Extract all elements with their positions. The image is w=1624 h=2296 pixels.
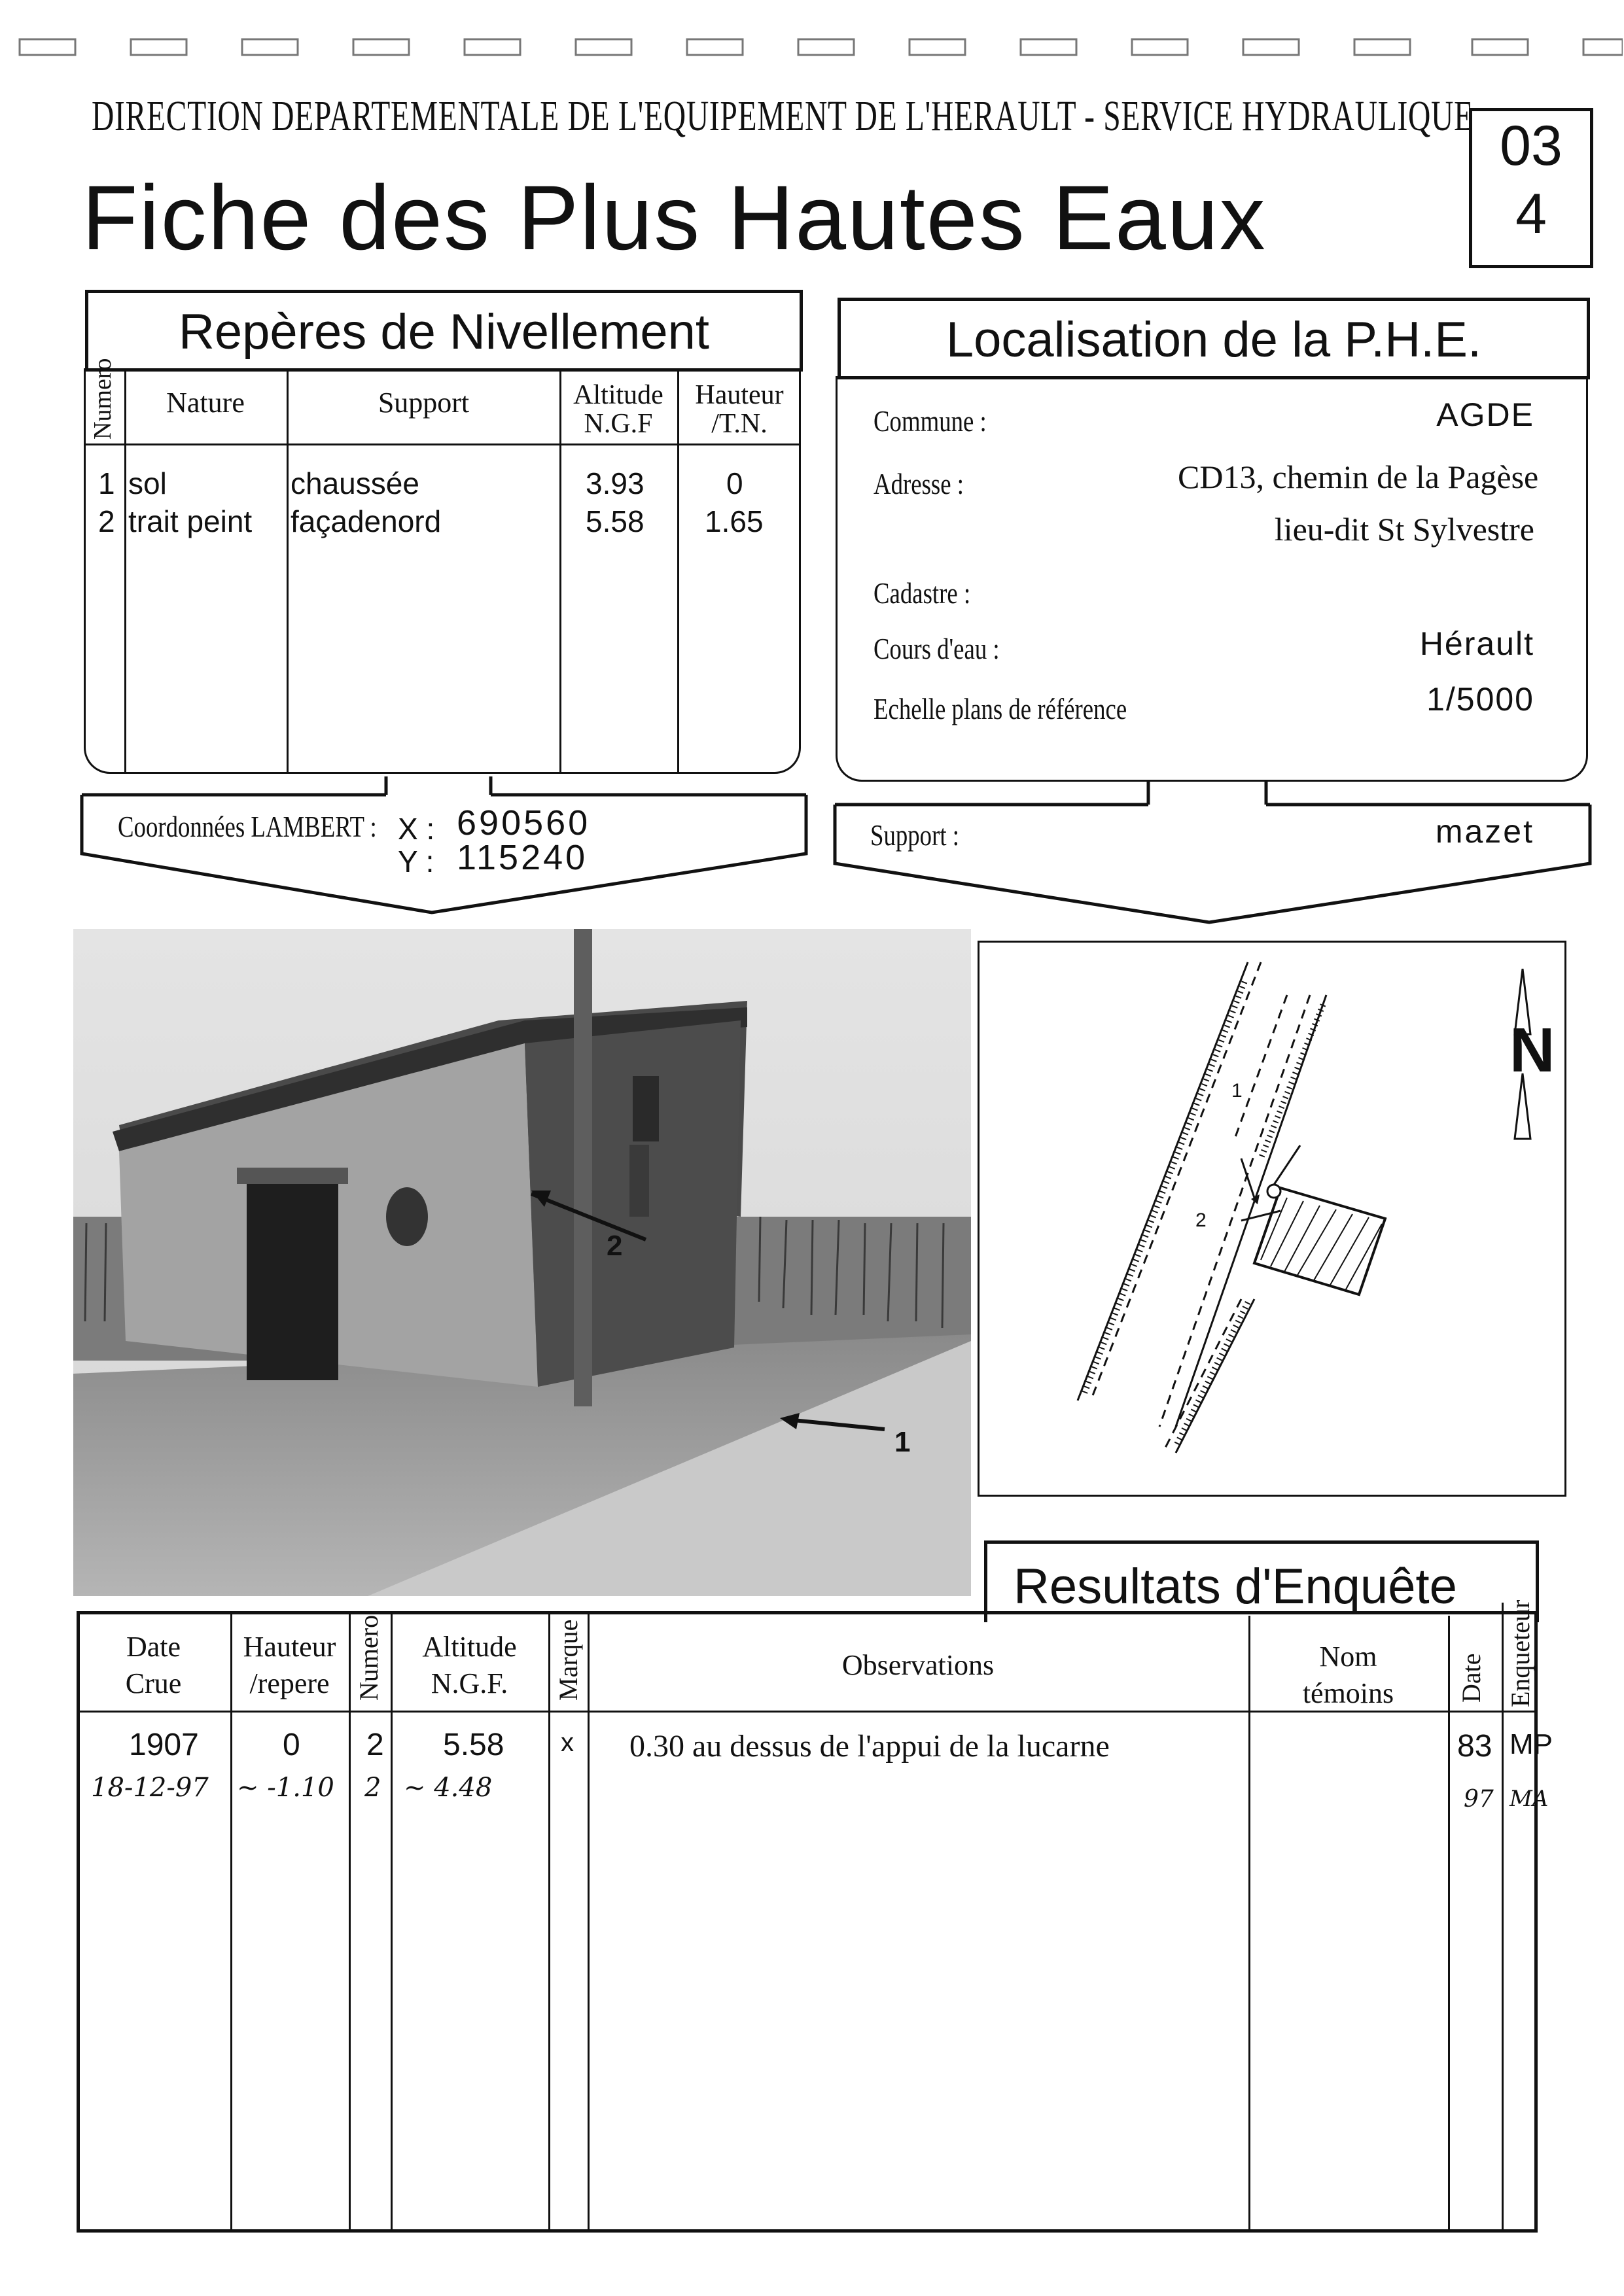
mazet-photo-illustration	[73, 929, 971, 1596]
reperes-row-numero: 1	[98, 466, 115, 500]
resultats-col-rule	[391, 1611, 393, 2233]
commune-label: Commune :	[874, 404, 987, 438]
map-marker-2: 2	[1195, 1209, 1207, 1231]
resultats-col-date-crue: Date Crue	[125, 1631, 182, 1699]
page-title: Fiche des Plus Hautes Eaux	[82, 166, 1267, 269]
cours-eau-value: Hérault	[1419, 625, 1534, 662]
adresse-line2: lieu-dit St Sylvestre	[1274, 511, 1534, 548]
echelle-value: 1/5000	[1426, 681, 1534, 718]
reperes-title-box	[85, 290, 803, 372]
reperes-row-numero: 2	[98, 504, 115, 538]
resultats-row-altitude: 5.58	[443, 1728, 504, 1762]
resultats-row-date: 83	[1457, 1729, 1492, 1764]
location-map	[978, 941, 1566, 1497]
reperes-row-hauteur: 1.65	[705, 504, 764, 538]
reperes-row	[84, 466, 801, 505]
north-indicator: N	[1509, 1015, 1555, 1085]
photo-marker-2: 2	[607, 1230, 623, 1262]
reperes-row-support: façadenord	[291, 504, 442, 538]
map-marker-1: 1	[1231, 1080, 1243, 1102]
reperes-col-rule	[287, 368, 289, 774]
resultats-row-enqueteur: MP	[1509, 1728, 1553, 1760]
support-banner	[830, 775, 1595, 932]
cours-eau-label: Cours d'eau :	[874, 632, 1000, 665]
support-value: mazet	[1435, 813, 1534, 850]
reperes-col-nature: Nature	[166, 387, 245, 419]
resultats-row	[77, 1773, 1549, 1818]
resultats-col-rule	[588, 1611, 590, 2233]
resultats-col-rule	[548, 1611, 550, 2233]
lambert-y-value: 115240	[457, 838, 588, 877]
echelle-label: Echelle plans de référence	[874, 692, 1127, 725]
reperes-row	[84, 504, 801, 543]
resultats-row-date-crue: 18-12-97	[91, 1773, 209, 1803]
reperes-col-numero: Numero	[89, 358, 116, 440]
resultats-row-observation: 0.30 au dessus de l'appui de la lucarne	[629, 1729, 1110, 1764]
localisation-title-box	[838, 298, 1590, 379]
reperes-col-altitude: Altitude N.G.F	[573, 380, 663, 439]
sheet-code-top: 03	[1500, 114, 1562, 177]
reperes-col-hauteur: Hauteur /T.N.	[695, 380, 784, 439]
resultats-col-rule	[1502, 1603, 1504, 2233]
reperes-title: Repères de Nivellement	[178, 304, 710, 360]
site-photo	[73, 929, 971, 1596]
resultats-row-enqueteur: MA	[1509, 1786, 1549, 1812]
reperes-row-altitude: 5.58	[586, 504, 644, 538]
resultats-title-box	[984, 1540, 1539, 1622]
resultats-row-altitude: ~ 4.48	[404, 1773, 493, 1803]
resultats-row-hauteur: ~ -1.10	[237, 1773, 334, 1803]
resultats-col-observations: Observations	[841, 1649, 995, 1681]
lambert-y-label: Y :	[398, 844, 434, 878]
commune-value: AGDE	[1436, 396, 1534, 433]
reperes-row-hauteur: 0	[726, 466, 743, 500]
cadastre-label: Cadastre :	[874, 576, 971, 610]
lambert-x-label: X :	[398, 812, 435, 846]
lambert-x-value: 690560	[457, 803, 591, 843]
resultats-row	[77, 1727, 1553, 1773]
binder-strip	[13, 34, 1623, 60]
reperes-row-nature: trait peint	[128, 504, 253, 538]
resultats-col-date: Date	[1456, 1653, 1486, 1703]
adresse-line1: CD13, chemin de la Pagèse	[1178, 459, 1539, 495]
resultats-col-numero: Numero	[354, 1614, 383, 1701]
resultats-row-date-crue: 1907	[129, 1728, 199, 1762]
binder-holes	[13, 34, 1623, 60]
lambert-label: Coordonnées LAMBERT :	[118, 810, 377, 843]
resultats-row-hauteur: 0	[283, 1728, 300, 1762]
site-plan-drawing	[980, 943, 1564, 1495]
resultats-col-hauteur: Hauteur /repere	[243, 1631, 336, 1699]
resultats-col-marque: Marque	[554, 1619, 583, 1701]
resultats-col-nom-temoins: Nom témoins	[1302, 1641, 1394, 1709]
lambert-banner	[79, 769, 811, 919]
sheet-code-bottom: 4	[1515, 183, 1547, 245]
reperes-row-support: chaussée	[291, 466, 419, 500]
resultats-row-numero: 2	[366, 1728, 384, 1762]
resultats-col-altitude: Altitude N.G.F.	[422, 1631, 517, 1699]
resultats-col-enqueteur: Enqueteur	[1506, 1599, 1535, 1707]
resultats-row-date: 97	[1464, 1786, 1494, 1813]
reperes-col-support: Support	[378, 387, 470, 419]
resultats-row-numero: 2	[364, 1773, 381, 1803]
sheet-code-box	[1469, 108, 1593, 268]
reperes-row-altitude: 3.93	[586, 466, 644, 500]
resultats-col-rule	[1448, 1616, 1450, 2233]
reperes-col-rule	[124, 368, 126, 774]
localisation-title: Localisation de la P.H.E.	[945, 312, 1482, 368]
reperes-row-nature: sol	[128, 466, 167, 500]
photo-marker-1: 1	[894, 1426, 911, 1458]
direction-heading: DIRECTION DEPARTEMENTALE DE L'EQUIPEMENT DE L'HERAULT - SERVICE HYDRAULIQUE	[92, 92, 1474, 140]
support-label: Support :	[870, 818, 959, 852]
adresse-label: Adresse :	[874, 467, 964, 500]
reperes-header-rule	[84, 444, 801, 445]
resultats-title: Resultats d'Enquête	[1014, 1559, 1457, 1614]
resultats-row-marque: x	[561, 1728, 574, 1757]
resultats-col-rule	[230, 1611, 232, 2233]
resultats-col-rule	[349, 1611, 351, 2233]
